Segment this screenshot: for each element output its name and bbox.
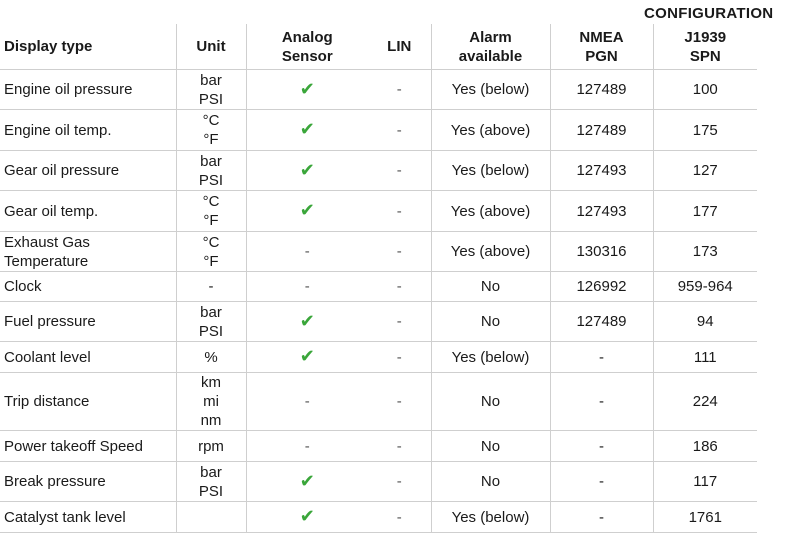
table-row [0, 462, 757, 502]
display-type-cell [0, 342, 176, 373]
analog-sensor-cell [246, 70, 368, 110]
unit-line: °C [202, 193, 220, 210]
lin-value: - [396, 162, 402, 179]
display-type-cell [0, 502, 176, 533]
j1939-spn-cell: 100 [653, 70, 757, 110]
j1939-spn-cell: 959-964 [653, 272, 757, 302]
unit-line: bar [200, 463, 222, 481]
analog-sensor-cell [246, 502, 368, 533]
dash-icon: - [304, 278, 310, 295]
display-type-table [0, 24, 757, 533]
unit-cell [176, 302, 246, 342]
lin-cell [368, 502, 431, 533]
analog-sensor-cell [246, 302, 368, 342]
nmea-pgn-cell: 127489 [550, 302, 653, 342]
lin-cell [368, 110, 431, 151]
unit-line: bar [200, 152, 222, 170]
table-row [0, 302, 757, 342]
unit-line: PSI [198, 322, 224, 340]
alarm-cell: No [431, 462, 550, 502]
nmea-pgn-cell: 127493 [550, 151, 653, 191]
j1939-spn-cell: 177 [653, 191, 757, 232]
alarm-cell: No [431, 302, 550, 342]
table-row [0, 272, 757, 302]
nmea-pgn-cell: 127489 [550, 110, 653, 151]
display-type-line: Gear oil pressure [4, 162, 120, 179]
analog-sensor-cell [246, 462, 368, 502]
unit-line: mi [203, 393, 219, 410]
unit-line: °C [202, 112, 220, 129]
unit-cell [176, 232, 246, 272]
display-type-cell [0, 232, 176, 272]
header-display-type: Display type [0, 24, 176, 70]
j1939-spn-cell: 94 [653, 302, 757, 342]
lin-value: - [396, 243, 402, 260]
alarm-cell: Yes (below) [431, 70, 550, 110]
header-alarm-line-2: available [458, 47, 523, 65]
display-type-line: Gear oil temp. [4, 202, 99, 220]
nmea-pgn-cell: - [550, 373, 653, 431]
display-type-cell [0, 191, 176, 232]
analog-sensor-cell [246, 342, 368, 373]
display-type-cell [0, 272, 176, 302]
header-analog-line-2: Sensor [281, 47, 333, 65]
display-type-line: Fuel pressure [4, 313, 96, 330]
analog-sensor-cell [246, 373, 368, 431]
table-row [0, 191, 757, 232]
lin-value: - [396, 437, 402, 455]
check-icon: ✔ [299, 159, 315, 180]
alarm-cell: Yes (below) [431, 151, 550, 191]
lin-cell [368, 462, 431, 502]
j1939-spn-cell: 127 [653, 151, 757, 191]
unit-cell [176, 151, 246, 191]
unit-line: PSI [198, 171, 224, 189]
unit-line: °C [202, 233, 220, 251]
analog-sensor-cell [246, 191, 368, 232]
unit-cell [176, 431, 246, 462]
analog-sensor-cell [246, 431, 368, 462]
dash-icon: - [304, 393, 310, 410]
unit-line: °F [203, 252, 219, 270]
header-j1939-line-2: SPN [689, 47, 721, 65]
nmea-pgn-cell: 126992 [550, 272, 653, 302]
j1939-spn-cell: 186 [653, 431, 757, 462]
display-type-line: Clock [4, 278, 42, 295]
configuration-title: CONFIGURATION [644, 5, 774, 22]
j1939-spn-cell: 224 [653, 373, 757, 431]
unit-line: - [208, 278, 214, 295]
unit-cell [176, 502, 246, 533]
header-nmea-line-1: NMEA [579, 28, 624, 46]
table-row [0, 342, 757, 373]
nmea-pgn-cell: - [550, 342, 653, 373]
table-row [0, 70, 757, 110]
unit-line: % [204, 348, 218, 366]
table-row [0, 502, 757, 533]
unit-cell [176, 272, 246, 302]
unit-cell [176, 191, 246, 232]
display-type-line: Engine oil pressure [4, 81, 133, 98]
check-icon: ✔ [299, 119, 315, 139]
display-type-line: Catalyst tank level [4, 508, 126, 526]
display-type-cell [0, 462, 176, 502]
table-row [0, 151, 757, 191]
nmea-pgn-cell: - [550, 431, 653, 462]
unit-cell [176, 462, 246, 502]
display-type-cell [0, 373, 176, 431]
header-unit: Unit [176, 24, 246, 70]
alarm-cell: No [431, 431, 550, 462]
display-type-cell [0, 151, 176, 191]
unit-cell [176, 342, 246, 373]
alarm-cell: Yes (above) [431, 191, 550, 232]
unit-line: rpm [198, 437, 224, 455]
j1939-spn-cell: 1761 [653, 502, 757, 533]
lin-cell [368, 151, 431, 191]
unit-line: °F [203, 212, 219, 229]
unit-line: km [201, 374, 221, 391]
unit-line: nm [200, 412, 222, 429]
table-row [0, 373, 757, 431]
display-type-cell [0, 70, 176, 110]
j1939-spn-cell: 111 [653, 342, 757, 373]
header-j1939-spn [653, 24, 757, 70]
analog-sensor-cell [246, 232, 368, 272]
analog-sensor-cell [246, 272, 368, 302]
nmea-pgn-cell: - [550, 462, 653, 502]
lin-value: - [396, 202, 402, 220]
header-analog-line-1: Analog [281, 28, 333, 46]
lin-value: - [396, 81, 402, 98]
check-icon: ✔ [299, 78, 315, 99]
display-type-line: Temperature [4, 252, 89, 270]
lin-value: - [396, 393, 402, 410]
display-type-cell [0, 302, 176, 342]
j1939-spn-cell: 175 [653, 110, 757, 151]
unit-line: bar [200, 303, 222, 321]
header-nmea-line-2: PGN [585, 47, 618, 65]
alarm-cell: Yes (above) [431, 232, 550, 272]
lin-cell [368, 191, 431, 232]
check-icon: ✔ [299, 200, 315, 220]
lin-value: - [396, 508, 402, 526]
display-type-line: Trip distance [4, 393, 90, 410]
header-alarm-line-1: Alarm [469, 28, 512, 46]
lin-cell [368, 302, 431, 342]
nmea-pgn-cell: 127489 [550, 70, 653, 110]
table-row [0, 110, 757, 151]
header-row [0, 24, 757, 70]
analog-sensor-cell [246, 151, 368, 191]
lin-value: - [396, 473, 402, 490]
check-icon: ✔ [299, 310, 315, 331]
header-alarm-available [431, 24, 550, 70]
unit-cell [176, 110, 246, 151]
check-icon: ✔ [299, 506, 315, 526]
lin-cell [368, 70, 431, 110]
j1939-spn-cell: 117 [653, 462, 757, 502]
unit-line: PSI [198, 90, 224, 108]
j1939-spn-cell: 173 [653, 232, 757, 272]
lin-value: - [396, 348, 402, 366]
header-j1939-line-1: J1939 [684, 28, 727, 46]
lin-cell [368, 373, 431, 431]
header-analog-sensor [246, 24, 368, 70]
lin-cell [368, 272, 431, 302]
alarm-cell: Yes (above) [431, 110, 550, 151]
display-type-cell [0, 431, 176, 462]
unit-cell [176, 70, 246, 110]
alarm-cell: No [431, 373, 550, 431]
analog-sensor-cell [246, 110, 368, 151]
display-type-line: Power takeoff Speed [4, 437, 143, 455]
display-type-line: Break pressure [4, 473, 106, 490]
unit-line: °F [203, 131, 219, 148]
check-icon: ✔ [299, 346, 315, 366]
nmea-pgn-cell: 130316 [550, 232, 653, 272]
dash-icon: - [304, 243, 310, 260]
nmea-pgn-cell: 127493 [550, 191, 653, 232]
alarm-cell: No [431, 272, 550, 302]
unit-cell [176, 373, 246, 431]
lin-cell [368, 232, 431, 272]
lin-value: - [396, 313, 402, 330]
lin-cell [368, 342, 431, 373]
dash-icon: - [304, 437, 310, 455]
alarm-cell: Yes (below) [431, 342, 550, 373]
lin-value: - [396, 121, 402, 139]
table-body [0, 70, 757, 533]
lin-value: - [396, 278, 402, 295]
table-row [0, 232, 757, 272]
display-type-line: Coolant level [4, 348, 91, 366]
check-icon: ✔ [299, 470, 315, 491]
table-row [0, 431, 757, 462]
display-type-line: Engine oil temp. [4, 121, 112, 139]
header-lin: LIN [368, 24, 431, 70]
unit-line: PSI [198, 482, 224, 500]
alarm-cell: Yes (below) [431, 502, 550, 533]
unit-line: bar [200, 71, 222, 89]
display-type-line: Exhaust Gas [4, 233, 90, 251]
header-nmea-pgn [550, 24, 653, 70]
lin-cell [368, 431, 431, 462]
display-type-cell [0, 110, 176, 151]
nmea-pgn-cell: - [550, 502, 653, 533]
